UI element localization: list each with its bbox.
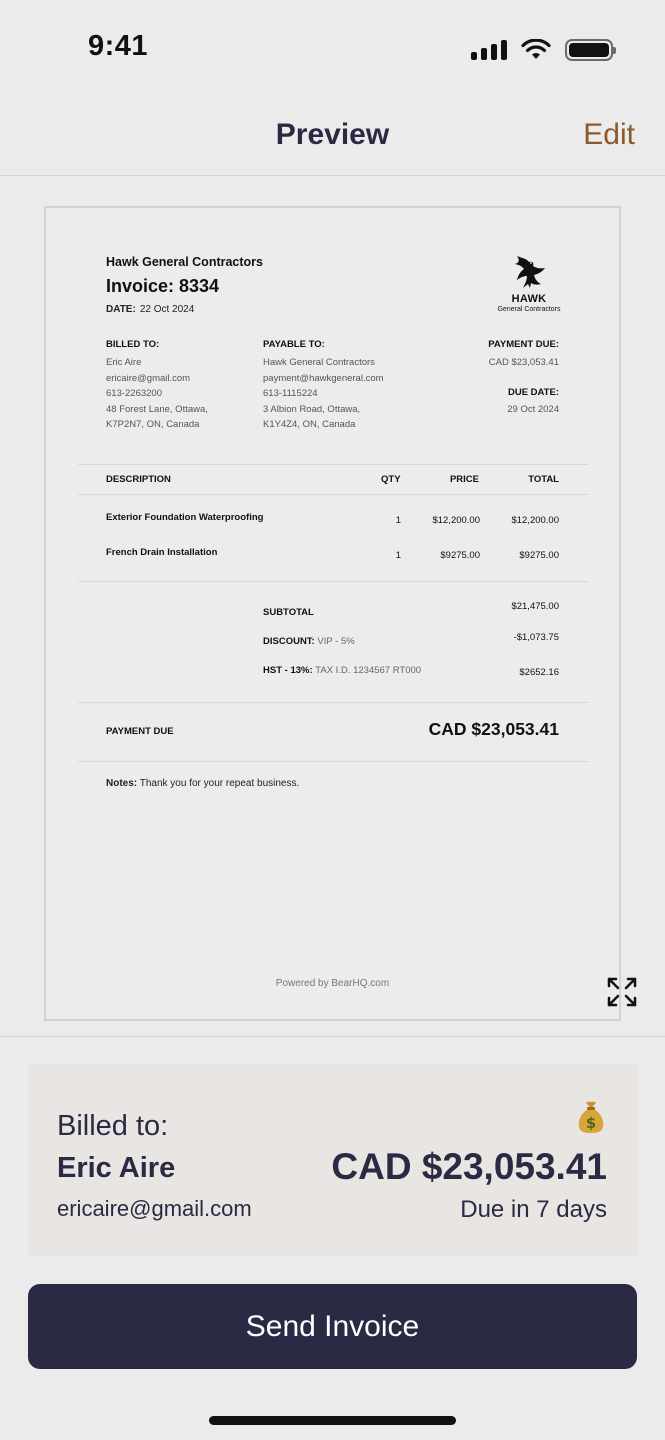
logo-subtitle: General Contractors: [497, 306, 561, 313]
payable-to-line: 3 Albion Road, Ottawa,: [263, 403, 361, 415]
line-item-price: $12,200.00: [432, 515, 480, 526]
notes-text: Thank you for your repeat business.: [139, 778, 300, 789]
due-date-heading: DUE DATE:: [507, 387, 559, 398]
divider: [78, 761, 588, 762]
send-invoice-button[interactable]: Send Invoice: [28, 1284, 637, 1369]
invoice-number: Invoice: 8334: [106, 276, 220, 296]
billed-to-line: K7P2N7, ON, Canada: [106, 419, 200, 431]
summary-amount: CAD $23,053.41: [331, 1146, 607, 1187]
payment-due-heading: PAYMENT DUE:: [488, 339, 559, 350]
invoice-document[interactable]: [44, 206, 621, 1021]
svg-text:$: $: [585, 1114, 597, 1132]
logo-name: HAWK: [511, 293, 547, 305]
subtotal-label: SUBTOTAL: [263, 607, 314, 618]
hst-label: HST - 13%:: [263, 665, 313, 676]
divider: [78, 702, 588, 703]
cellular-signal-icon: [471, 40, 507, 60]
divider: [78, 494, 588, 495]
client-email: ericaire@gmail.com: [57, 1196, 252, 1221]
expand-arrows-icon[interactable]: [606, 976, 638, 1008]
line-item-total: $9275.00: [519, 550, 559, 561]
hst-value: $2652.16: [519, 667, 559, 678]
payable-to-line: 613-1115224: [263, 388, 318, 400]
billed-to-line: Eric Aire: [106, 357, 142, 368]
col-header-description: DESCRIPTION: [106, 474, 171, 485]
invoice-summary-card: [28, 1064, 637, 1256]
line-item-total: $12,200.00: [511, 515, 559, 526]
billed-to-heading: BILLED TO:: [106, 339, 160, 350]
invoice-date: [106, 304, 194, 315]
discount-detail: VIP - 5%: [317, 636, 355, 647]
invoice-date-value: 22 Oct 2024: [139, 304, 195, 315]
money-bag-icon: [577, 1100, 605, 1134]
page-title: Preview: [275, 118, 390, 151]
line-item-description: French Drain Installation: [106, 547, 218, 558]
billed-to-line: 613-2263200: [106, 388, 162, 400]
divider: [78, 581, 588, 582]
invoice-date-label: DATE:: [106, 304, 136, 315]
discount-label: DISCOUNT:: [263, 636, 315, 647]
payable-to-info: [263, 355, 384, 433]
company-logo: [492, 254, 566, 318]
edit-button[interactable]: Edit: [583, 118, 635, 151]
due-date-value: 29 Oct 2024: [507, 404, 559, 415]
wifi-icon: [521, 39, 551, 61]
billed-to-label: Billed to:: [57, 1110, 169, 1142]
payable-to-heading: PAYABLE TO:: [263, 339, 325, 350]
status-icons: [471, 38, 613, 62]
col-header-total: TOTAL: [528, 474, 559, 485]
billed-to-line: ericaire@gmail.com: [106, 372, 191, 384]
col-header-price: PRICE: [449, 474, 479, 485]
hawk-logo-icon: [509, 254, 549, 294]
status-time: 9:41: [88, 30, 149, 62]
total-due-label: PAYMENT DUE: [106, 726, 174, 737]
hst-detail: TAX I.D. 1234567 RT000: [315, 665, 422, 676]
nav-bar: [0, 96, 665, 176]
total-due-amount: CAD $23,053.41: [428, 719, 559, 739]
line-item-qty: 1: [395, 515, 401, 526]
invoice-notes: [106, 778, 299, 789]
billed-to-info: [106, 355, 208, 433]
home-indicator[interactable]: [209, 1416, 456, 1425]
invoice-company-name: Hawk General Contractors: [106, 255, 263, 269]
hst-row: [263, 665, 421, 676]
summary-due-text: Due in 7 days: [460, 1196, 607, 1223]
client-name: Eric Aire: [57, 1152, 176, 1184]
discount-row: [263, 636, 355, 647]
battery-icon: [565, 39, 613, 61]
payment-due-value: CAD $23,053.41: [488, 357, 559, 368]
billed-to-line: 48 Forest Lane, Ottawa,: [106, 403, 208, 415]
notes-label: Notes:: [106, 778, 138, 789]
powered-by-footer: Powered by BearHQ.com: [275, 978, 390, 989]
divider: [78, 464, 588, 465]
payable-to-line: Hawk General Contractors: [263, 357, 375, 368]
payable-to-line: K1Y4Z4, ON, Canada: [263, 419, 356, 431]
subtotal-value: $21,475.00: [511, 601, 559, 612]
line-item-qty: 1: [395, 550, 401, 561]
discount-value: -$1,073.75: [513, 632, 559, 643]
invoice-preview-area: [0, 177, 665, 1037]
line-item-description: Exterior Foundation Waterproofing: [106, 512, 264, 523]
col-header-qty: QTY: [381, 474, 401, 485]
payable-to-line: payment@hawkgeneral.com: [263, 372, 384, 384]
line-item-price: $9275.00: [440, 550, 480, 561]
status-bar: [0, 0, 665, 96]
